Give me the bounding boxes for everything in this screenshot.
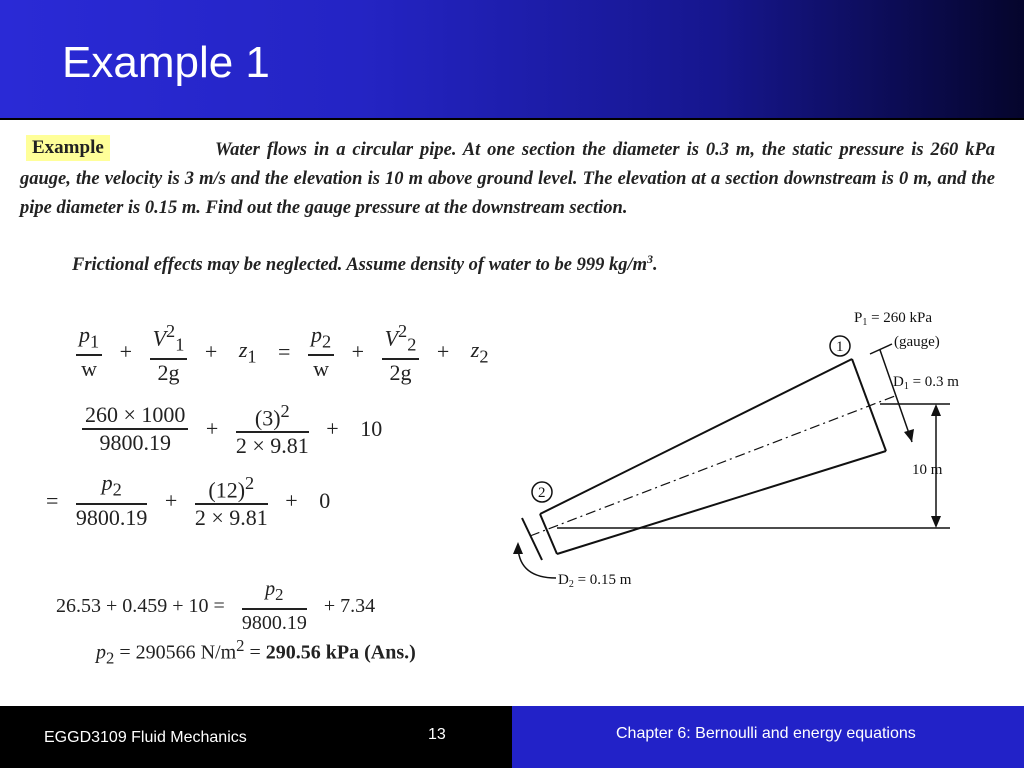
note-superscript: 3 bbox=[646, 252, 653, 266]
z2-symbol: z bbox=[470, 336, 480, 362]
pressure-denominator: 9800.19 bbox=[75, 504, 148, 530]
plus-sign: + bbox=[326, 415, 339, 441]
z2-term bbox=[471, 337, 489, 367]
page-number: 13 bbox=[428, 726, 446, 743]
v1-symbol: V bbox=[152, 325, 167, 351]
p1-label bbox=[854, 310, 932, 328]
d1-value: = 0.3 m bbox=[908, 374, 959, 390]
substituted-downstream bbox=[38, 470, 338, 531]
equals-sign: = bbox=[249, 641, 261, 664]
v1-subscript: 1 bbox=[175, 334, 185, 355]
plus-sign: + bbox=[119, 338, 133, 364]
course-name: EGGD3109 Fluid Mechanics bbox=[44, 729, 247, 746]
z1-symbol: z bbox=[238, 336, 248, 362]
p2-symbol: p bbox=[96, 641, 106, 664]
pressure-fraction-2 bbox=[76, 470, 148, 530]
simplified-equation bbox=[48, 576, 383, 636]
d1-subscript: 1 bbox=[903, 381, 909, 392]
section-2-number: 2 bbox=[538, 485, 546, 501]
pipe-diagram bbox=[500, 296, 1000, 596]
velocity-denominator: 2 × 9.81 bbox=[235, 433, 309, 459]
pressure-numerator: 260 × 1000 bbox=[82, 402, 188, 430]
v2-subscript: 2 bbox=[407, 334, 417, 355]
velocity-squared: 2 bbox=[280, 401, 290, 421]
p1-subscript: 1 bbox=[90, 331, 100, 352]
velocity-numerator: (12) bbox=[208, 477, 246, 503]
d2-subscript: 2 bbox=[568, 579, 574, 590]
pressure-fraction-3 bbox=[242, 576, 307, 636]
z1-term bbox=[239, 337, 257, 367]
final-answer: 290.56 kPa (Ans.) bbox=[265, 641, 416, 664]
left-side: 26.53 + 0.459 + 10 = bbox=[56, 594, 225, 617]
2g-denominator: 2g bbox=[157, 359, 180, 385]
velocity-fraction-2 bbox=[195, 470, 268, 531]
equals-sign: = bbox=[46, 487, 59, 513]
d2-label bbox=[558, 572, 632, 590]
section-1-number: 1 bbox=[836, 339, 844, 355]
v2-symbol: V bbox=[384, 325, 399, 351]
p2-subscript: 2 bbox=[321, 331, 332, 352]
2g-denominator: 2g bbox=[389, 359, 412, 385]
pressure-head-2 bbox=[308, 322, 334, 382]
result-superscript: 2 bbox=[236, 636, 245, 655]
section-2-inner-face bbox=[540, 514, 557, 554]
z2-subscript: 2 bbox=[479, 346, 489, 367]
pressure-fraction-1 bbox=[82, 402, 188, 456]
velocity-denominator: 2 × 9.81 bbox=[194, 505, 268, 531]
plus-sign: + bbox=[351, 338, 365, 364]
d2-value: = 0.15 m bbox=[573, 572, 632, 588]
velocity-fraction-1 bbox=[236, 398, 309, 459]
velocity-head-1 bbox=[150, 318, 188, 386]
result-line bbox=[96, 636, 416, 669]
slide-header bbox=[0, 0, 1024, 120]
pipe-upper-wall bbox=[540, 359, 852, 514]
velocity-head-2 bbox=[382, 318, 420, 386]
d2-leader-curve bbox=[518, 548, 556, 578]
p1-subscript: 1 bbox=[862, 317, 868, 328]
plus-sign: + bbox=[164, 487, 178, 513]
w-symbol: w bbox=[81, 356, 98, 382]
substituted-upstream bbox=[78, 398, 390, 459]
section-1-face bbox=[852, 359, 886, 451]
d1-label bbox=[893, 374, 959, 392]
slide-title: Example 1 bbox=[62, 38, 270, 87]
pressure-denominator: 9800.19 bbox=[99, 429, 171, 455]
p2-subscript: 2 bbox=[112, 479, 122, 500]
z1-subscript: 1 bbox=[247, 346, 257, 367]
p1-value: = 260 kPa bbox=[867, 310, 933, 326]
p2-symbol: p bbox=[310, 321, 322, 347]
result-value: = 290566 N/m bbox=[119, 641, 237, 664]
arrow-down-icon bbox=[904, 429, 914, 442]
pipe-lower-wall bbox=[557, 451, 886, 554]
pressure-head-1 bbox=[76, 322, 102, 382]
equals-sign: = bbox=[278, 338, 291, 364]
p2-symbol: p bbox=[265, 578, 276, 600]
example-badge: Example bbox=[26, 135, 110, 161]
problem-statement: Water flows in a circular pipe. At one section the diameter is 0.3 m, the static pressure is 260 kPa gauge, the velocity is 3 m/s and the elevation is 10 m above ground level. The elevation at a section downstream is 0 m, and the pipe diameter is 0.15 m. Find out the gauge pressure at the downstream section. bbox=[20, 140, 995, 218]
height-label: 10 m bbox=[912, 462, 943, 478]
velocity-numerator: (3) bbox=[254, 405, 281, 431]
p1-symbol: p bbox=[79, 321, 90, 347]
p2-subscript: 2 bbox=[275, 585, 284, 604]
d1-symbol: D bbox=[893, 374, 904, 390]
elevation-term: 0 bbox=[319, 487, 331, 513]
plus-sign: + bbox=[285, 487, 298, 513]
plus-sign: + bbox=[436, 338, 450, 364]
gauge-label: (gauge) bbox=[894, 334, 940, 350]
v2-superscript: 2 bbox=[398, 321, 408, 341]
note-end: . bbox=[652, 255, 658, 276]
chapter-title: Chapter 6: Bernoulli and energy equations bbox=[616, 725, 916, 742]
d1-dimension-line bbox=[880, 350, 912, 442]
velocity-squared: 2 bbox=[245, 473, 255, 493]
assumption-note bbox=[72, 252, 658, 276]
arrow-up-icon bbox=[513, 542, 523, 554]
w-symbol: w bbox=[313, 356, 329, 382]
elevation-term: 10 bbox=[360, 415, 383, 441]
bernoulli-equation bbox=[72, 318, 497, 386]
p1-symbol: P bbox=[854, 310, 863, 326]
d2-symbol: D bbox=[558, 572, 569, 588]
p2-symbol: p bbox=[101, 470, 113, 496]
plus-sign: + bbox=[205, 415, 219, 441]
v1-superscript: 2 bbox=[166, 321, 176, 341]
pressure-denominator: 9800.19 bbox=[241, 612, 307, 634]
p2-subscript: 2 bbox=[106, 648, 115, 668]
arrow-up-icon bbox=[931, 404, 941, 416]
note-text: Frictional effects may be neglected. Assume density of water to be 999 kg/m bbox=[72, 255, 647, 276]
section-2-face bbox=[522, 518, 542, 560]
arrow-down-icon bbox=[931, 516, 941, 528]
right-side: + 7.34 bbox=[323, 594, 376, 617]
plus-sign: + bbox=[204, 338, 218, 364]
